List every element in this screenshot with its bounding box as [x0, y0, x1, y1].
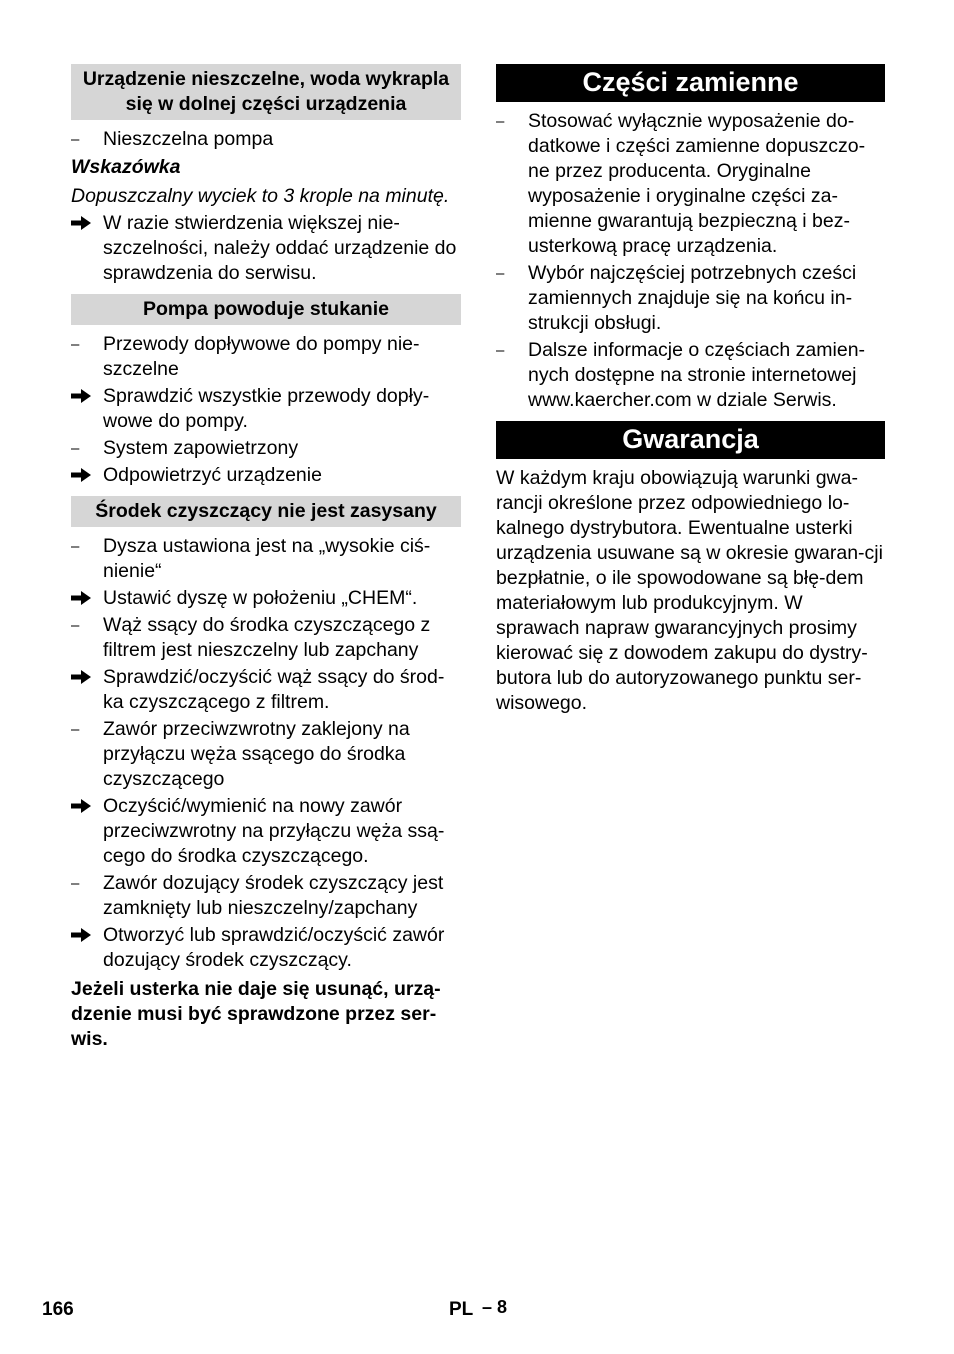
dash-marker: –: [71, 336, 80, 353]
remedy-item: [71, 463, 461, 488]
remedy-item: [71, 923, 461, 973]
cause-item: [71, 127, 461, 152]
section-heading-leak: Urządzenie nieszczelne, woda wykrapla się w dolnej części urządzenia: [71, 64, 461, 120]
cause-text: Wąż ssący do środka czyszczącego z filtrem jest nieszczelny lub zapchany: [103, 614, 431, 661]
remedy-text: Otworzyć lub sprawdzić/oczyścić zawór dozujący środek czyszczący.: [103, 924, 445, 971]
remedy-item: [71, 211, 461, 286]
dash-marker: –: [71, 617, 80, 634]
list-item: [496, 261, 885, 336]
dash-marker: –: [71, 440, 80, 457]
cause-text: Nieszczelna pompa: [103, 128, 274, 150]
language-code: PL: [449, 1299, 474, 1320]
list-item: [496, 338, 885, 413]
list-item-text: Stosować wyłącznie wyposażenie do-datkowe i części zamienne dopuszczo-ne przez producenta. Oryginalne wyposażenie i oryginalne części za-mienne gwarantują bezpieczną i bez-usterkową pracę urządzenia.: [528, 110, 866, 257]
section-heading-warranty: Gwarancja: [496, 421, 885, 459]
cause-text: Dysza ustawiona jest na „wysokie ciś-nienie“: [103, 535, 431, 582]
arrow-right-icon: [71, 384, 95, 403]
note-text: Dopuszczalny wyciek to 3 krople na minutę.: [71, 185, 450, 207]
remedy-text: Sprawdzić wszystkie przewody dopły-wowe do pompy.: [103, 385, 430, 432]
list-item-text: Wybór najczęściej potrzebnych cześci zamiennych znajduje się na końcu in-strukcji obsługi.: [528, 262, 857, 334]
remedy-item: [71, 794, 461, 869]
remedy-text: W razie stwierdzenia większej nie-szczelności, należy oddać urządzenie do sprawdzenia do serwisu.: [103, 212, 457, 284]
sub-page-number: – 8: [482, 1297, 508, 1317]
dash-marker: –: [496, 342, 505, 359]
list-item: [496, 109, 885, 259]
remedy-item: [71, 384, 461, 434]
cause-item: [71, 332, 461, 382]
dash-marker: –: [496, 113, 505, 130]
arrow-right-icon: [71, 463, 95, 482]
arrow-right-icon: [71, 586, 95, 605]
cause-text: Zawór dozujący środek czyszczący jest zamknięty lub nieszczelny/zapchany: [103, 872, 444, 919]
remedy-text: Sprawdzić/oczyścić wąż ssący do środ-ka czyszczącego z filtrem.: [103, 666, 445, 713]
arrow-right-icon: [71, 211, 95, 230]
right-column: [496, 64, 885, 716]
cause-item: [71, 717, 461, 792]
page-number: 166: [42, 1299, 74, 1320]
dash-marker: –: [71, 538, 80, 555]
list-item-text: Dalsze informacje o częściach zamien-nych dostępne na stronie internetowej www.kaercher.com w dziale Serwis.: [528, 339, 866, 411]
remedy-text: Odpowietrzyć urządzenie: [103, 464, 322, 486]
dash-marker: –: [496, 265, 505, 282]
remedy-text: Ustawić dyszę w położeniu „CHEM“.: [103, 587, 418, 609]
cause-item: [71, 871, 461, 921]
cause-item: [71, 534, 461, 584]
left-column: [71, 64, 461, 1052]
dash-marker: –: [71, 721, 80, 738]
cause-item: [71, 436, 461, 461]
remedy-item: [71, 586, 461, 611]
dash-marker: –: [71, 875, 80, 892]
arrow-right-icon: [71, 794, 95, 813]
arrow-right-icon: [71, 665, 95, 684]
note-title: Wskazówka: [71, 156, 181, 178]
arrow-right-icon: [71, 923, 95, 942]
cause-text: System zapowietrzony: [103, 437, 299, 459]
section-heading-pump-knock: Pompa powoduje stukanie: [71, 294, 461, 325]
service-notice: Jeżeli usterka nie daje się usunąć, urzą-dzenie musi być sprawdzone przez ser-wis.: [71, 978, 441, 1050]
dash-marker: –: [71, 131, 80, 148]
section-heading-spare-parts: Części zamienne: [496, 64, 885, 102]
cause-item: [71, 613, 461, 663]
section-heading-detergent: Środek czyszczący nie jest zasysany: [71, 496, 461, 527]
cause-text: Zawór przeciwzwrotny zaklejony na przyłączu węża ssącego do środka czyszczącego: [103, 718, 410, 790]
cause-text: Przewody dopływowe do pompy nie-szczelne: [103, 333, 420, 380]
remedy-item: [71, 665, 461, 715]
remedy-text: Oczyścić/wymienić na nowy zawór przeciwzwrotny na przyłączu węża ssą-cego do środka czyszczącego.: [103, 795, 445, 867]
warranty-text: W każdym kraju obowiązują warunki gwa-rancji określone przez odpowiedniego lo-kalnego dystrybutora. Ewentualne usterki urządzenia usuwane są w okresie gwaran-cji bezpłatnie, o ile spowodowane są błę-dem materiałowym lub produkcyjnym. W sprawach napraw gwarancyjnych prosimy kierować się z dowodem zakupu do dystry-butora lub do autoryzowanego punktu ser-wisowego.: [496, 467, 883, 714]
